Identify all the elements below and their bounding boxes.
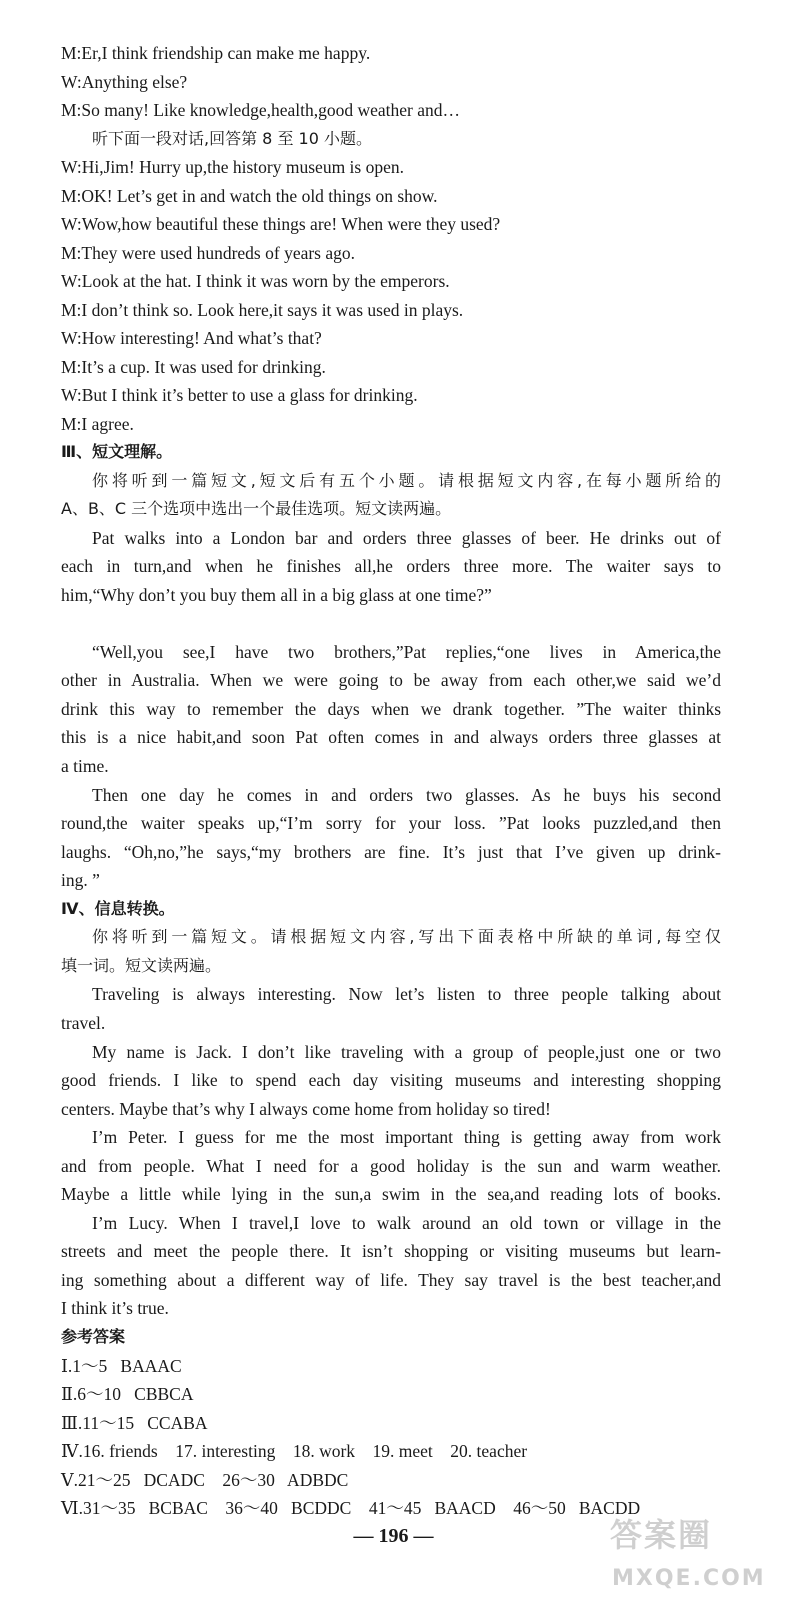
passage-line: drink this way to remember the days when we drank together. ”The waiter thinks bbox=[61, 699, 721, 719]
dialogue-line: M:They were used hundreds of years ago. bbox=[61, 243, 356, 263]
answer-line: Ⅱ.6～10 CBBCA bbox=[61, 1384, 194, 1404]
dialogue-line: W:Anything else? bbox=[61, 72, 188, 92]
section-heading: Ⅳ、信息转换。 bbox=[61, 899, 175, 918]
page-number: — 196 — bbox=[353, 1525, 434, 1547]
passage-line: other in Australia. When we were going to be away from each other,we said we’d bbox=[61, 670, 721, 690]
section-instruction: 你将听到一篇短文。请根据短文内容,写出下面表格中所缺的单词,每空仅 bbox=[92, 927, 721, 946]
passage-line: round,the waiter speaks up,“I’m sorry for your loss. ”Pat looks puzzled,and then bbox=[61, 813, 721, 833]
passage-line: this is a nice habit,and soon Pat often comes in and always orders three glasses at bbox=[61, 727, 721, 747]
section-instruction: 你将听到一篇短文,短文后有五个小题。请根据短文内容,在每小题所给的 bbox=[92, 471, 721, 490]
dialogue-line: M:I don’t think so. Look here,it says it was used in plays. bbox=[61, 300, 464, 320]
answer-line: Ⅲ.11～15 CCABA bbox=[61, 1413, 208, 1433]
passage-line: I’m Peter. I guess for me the most important thing is getting away from work bbox=[92, 1127, 721, 1147]
answer-line: Ⅴ.21～25 DCADC 26～30 ADBDC bbox=[61, 1470, 349, 1490]
watermark-text-top: 答案圈 bbox=[610, 1516, 713, 1554]
dialogue-line: W:Wow,how beautiful these things are! When were they used? bbox=[61, 214, 501, 234]
section-instruction: 填一词。短文读两遍。 bbox=[61, 956, 222, 975]
passage-line: streets and meet the people there. It isn’t shopping or visiting museums but learn- bbox=[61, 1241, 721, 1261]
answers-heading: 参考答案 bbox=[61, 1327, 126, 1346]
passage-line: him,“Why don’t you buy them all in a big glass at one time?” bbox=[61, 585, 492, 605]
passage-line: I think it’s true. bbox=[61, 1298, 169, 1318]
passage-line: My name is Jack. I don’t like traveling with a group of people,just one or two bbox=[92, 1042, 721, 1062]
watermark-logo bbox=[600, 1510, 780, 1594]
passage-line: a time. bbox=[61, 756, 109, 776]
passage-line: travel. bbox=[61, 1013, 106, 1033]
passage-line: laughs. “Oh,no,”he says,“my brothers are fine. It’s just that I’ve given up drink- bbox=[61, 842, 721, 862]
dialogue-line: W:Hi,Jim! Hurry up,the history museum is open. bbox=[61, 157, 404, 177]
section-heading: Ⅲ、短文理解。 bbox=[61, 442, 173, 461]
dialogue-instruction: 听下面一段对话,回答第 8 至 10 小题。 bbox=[92, 129, 372, 148]
passage-line: “Well,you see,I have two brothers,”Pat replies,“one lives in America,the bbox=[92, 642, 721, 662]
dialogue-line: W:But I think it’s better to use a glass for drinking. bbox=[61, 385, 418, 405]
answer-line: Ⅰ.1～5 BAAAC bbox=[61, 1356, 182, 1376]
answer-line: Ⅵ.31～35 BCBAC 36～40 BCDDC 41～45 BAACD 46～50 BACDD bbox=[61, 1498, 641, 1518]
passage-line: ing something about a different way of life. They say travel is the best teacher,and bbox=[61, 1270, 721, 1290]
dialogue-line: W:Look at the hat. I think it was worn by the emperors. bbox=[61, 271, 450, 291]
passage-line: Traveling is always interesting. Now let’s listen to three people talking about bbox=[92, 984, 721, 1004]
dialogue-line: M:It’s a cup. It was used for drinking. bbox=[61, 357, 326, 377]
dialogue-line: W:How interesting! And what’s that? bbox=[61, 328, 322, 348]
section-instruction: A、B、C 三个选项中选出一个最佳选项。短文读两遍。 bbox=[61, 499, 452, 518]
dialogue-line: M:I agree. bbox=[61, 414, 134, 434]
answer-line: Ⅳ.16. friends 17. interesting 18. work 19. meet 20. teacher bbox=[61, 1441, 528, 1461]
dialogue-line: M:OK! Let’s get in and watch the old things on show. bbox=[61, 186, 438, 206]
dialogue-line: M:So many! Like knowledge,health,good weather and… bbox=[61, 100, 460, 120]
passage-line: Maybe a little while lying in the sun,a swim in the sea,and reading lots of books. bbox=[61, 1184, 721, 1204]
passage-line: each in turn,and when he finishes all,he orders three more. The waiter says to bbox=[61, 556, 721, 576]
passage-line: centers. Maybe that’s why I always come home from holiday so tired! bbox=[61, 1099, 551, 1119]
passage-line: I’m Lucy. When I travel,I love to walk around an old town or village in the bbox=[92, 1213, 721, 1233]
dialogue-line: M:Er,I think friendship can make me happy. bbox=[61, 43, 371, 63]
passage-line: Then one day he comes in and orders two glasses. As he buys his second bbox=[92, 785, 721, 805]
passage-line: and from people. What I need for a good holiday is the sun and warm weather. bbox=[61, 1156, 721, 1176]
passage-line: Pat walks into a London bar and orders three glasses of beer. He drinks out of bbox=[92, 528, 721, 548]
passage-line: ing. ” bbox=[61, 870, 100, 890]
passage-line: good friends. I like to spend each day visiting museums and interesting shopping bbox=[61, 1070, 721, 1090]
watermark-text-bottom: MXQE.COM bbox=[612, 1566, 766, 1591]
